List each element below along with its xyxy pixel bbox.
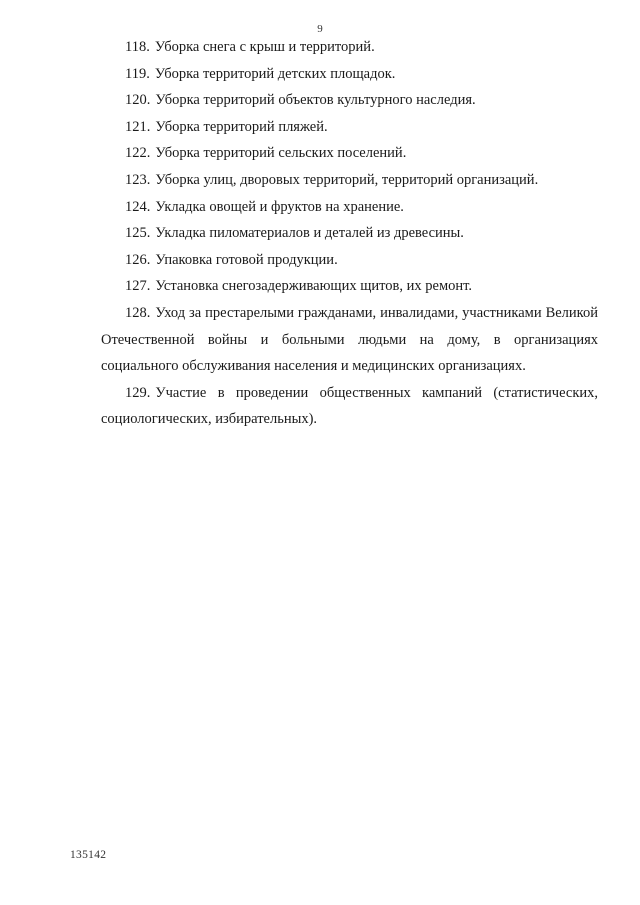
item-text: Установка снегозадерживающих щитов, их ремонт. [155, 278, 473, 295]
item-number: 118. [125, 39, 150, 55]
item-number: 120. [125, 92, 151, 109]
item-number: 122. [125, 145, 151, 162]
list-item [101, 380, 598, 433]
item-text: Упаковка готовой продукции. [155, 251, 338, 268]
item-text: Уборка территорий пляжей. [155, 118, 328, 135]
list-item [101, 247, 598, 274]
document-list [101, 34, 598, 433]
list-item [101, 34, 598, 61]
item-number: 124. [125, 198, 151, 215]
item-text: Уборка территорий сельских поселений. [155, 145, 407, 162]
item-text: Уборка территорий детских площадок. [154, 65, 396, 82]
item-text: Уборка территорий объектов культурного наследия. [155, 92, 476, 109]
list-item [101, 167, 598, 194]
item-number: 129. [125, 384, 151, 401]
page-number: 9 [317, 23, 323, 35]
item-text: Укладка пиломатериалов и деталей из древесины. [155, 225, 464, 242]
list-item [101, 87, 598, 114]
item-text: Уход за престарелыми гражданами, инвалидами, участниками Великой Отечественной войны и больными людьми на дому, в организациях социального обслуживания населения и медицинских организациях. [101, 304, 598, 375]
item-number: 125. [125, 225, 151, 242]
list-item [101, 220, 598, 247]
document-id-footer: 135142 [70, 849, 107, 861]
item-number: 119. [125, 65, 150, 82]
list-item [101, 194, 598, 221]
item-number: 128. [125, 304, 151, 321]
item-text: Участие в проведении общественных кампаний (статистических, социологических, избирательных). [101, 384, 598, 428]
item-text: Укладка овощей и фруктов на хранение. [155, 198, 404, 215]
list-item [101, 114, 598, 141]
item-number: 123. [125, 171, 151, 188]
list-item [101, 61, 598, 88]
item-text: Уборка снега с крыш и территорий. [154, 39, 375, 55]
item-number: 127. [125, 278, 151, 295]
list-item [101, 300, 598, 380]
list-item [101, 273, 598, 300]
item-number: 121. [125, 118, 151, 135]
item-text: Уборка улиц, дворовых территорий, территорий организаций. [155, 171, 539, 188]
list-item [101, 140, 598, 167]
item-number: 126. [125, 251, 151, 268]
